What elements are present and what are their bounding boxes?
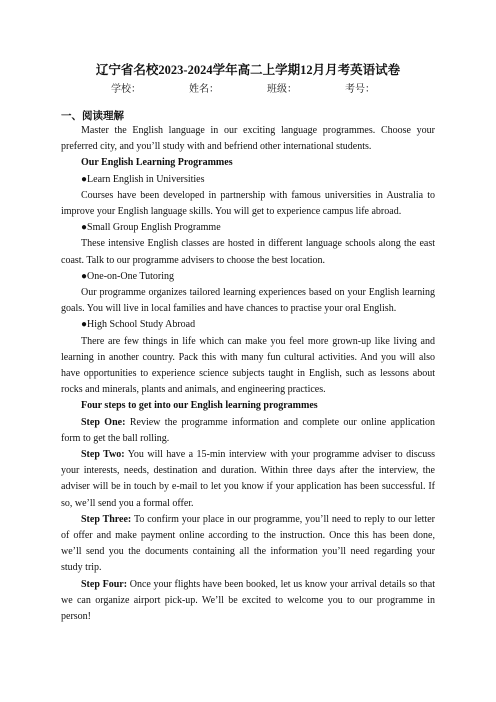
school-field: 学校： (111, 84, 141, 95)
steps-heading: Four steps to get into our English learning programmes (81, 400, 318, 412)
exam-title: 辽宁省名校2023-2024学年高二上学期12月月考英语试卷 (95, 63, 401, 77)
programme-name: ●Learn English in Universities (81, 173, 205, 185)
step-paragraph (61, 447, 435, 512)
programme-name: ●High School Study Abroad (81, 319, 196, 331)
programme-name: ●One-on-One Tutoring (81, 270, 174, 282)
step-label: Step One: (81, 416, 126, 428)
step-label: Step Two: (81, 449, 125, 461)
name-field: 姓名： (189, 84, 219, 95)
programme-description: Courses have been developed in partnership with famous universities in Australia to improve your English language skills. You will get to experience campus life abroad. (61, 189, 435, 218)
intro-paragraph: Master the English language in our exciting language programmes. Choose your preferred city, and you’ll study with and befriend other international students. (61, 125, 435, 153)
step-text: Review the programme information and complete our online application form to get the ball rolling. (61, 416, 436, 444)
step-text: To confirm your place in our programme, you’ll need to reply to our letter of offer and make payment online according to the instruction. Once this has been done, we’ll send you the documents containing all the information you’ll need regarding your study trip. (61, 513, 435, 574)
exam-number-field: 考号： (345, 84, 375, 95)
programme-description: Our programme organizes tailored learning experiences based on your English learning goals. You will live in local families and have chances to practise your oral English. (61, 287, 435, 315)
step-paragraph (61, 415, 435, 447)
step-label: Step Four: (81, 578, 128, 590)
student-info-fields (51, 83, 435, 97)
step-text: Once your flights have been booked, let us know your arrival details so that we can organize airport pick-up. We’ll be excited to welcome you to our programme in person! (61, 578, 435, 623)
programme-name: ●Small Group English Programme (81, 222, 221, 234)
step-text: You will have a 15-min interview with your programme adviser to discuss your interests, needs, destination and duration. Within three days after the interview, the adviser will be in touch by e-mail to let you know if your application has been successful. If so, we’ll send you a formal offer. (61, 449, 435, 509)
section-heading: 一、阅读理解 (61, 110, 124, 122)
step-paragraph (61, 577, 435, 626)
programmes-heading: Our English Learning Programmes (81, 157, 233, 169)
class-field: 班级： (267, 84, 297, 95)
step-paragraph (61, 512, 435, 577)
programme-description: These intensive English classes are hosted in different language schools along the east coast. Talk to our programme advisers to choose the best location. (61, 238, 435, 266)
step-label: Step Three: (81, 513, 132, 525)
programme-description: There are few things in life which can make you feel more grown-up like living and learning in another country. Pack this with many fun cultural activities. And you will also have opportunities to experience science subjects taught in English, such as lessons about rocks and minerals, plants and animals, and engineering practices. (61, 335, 435, 396)
